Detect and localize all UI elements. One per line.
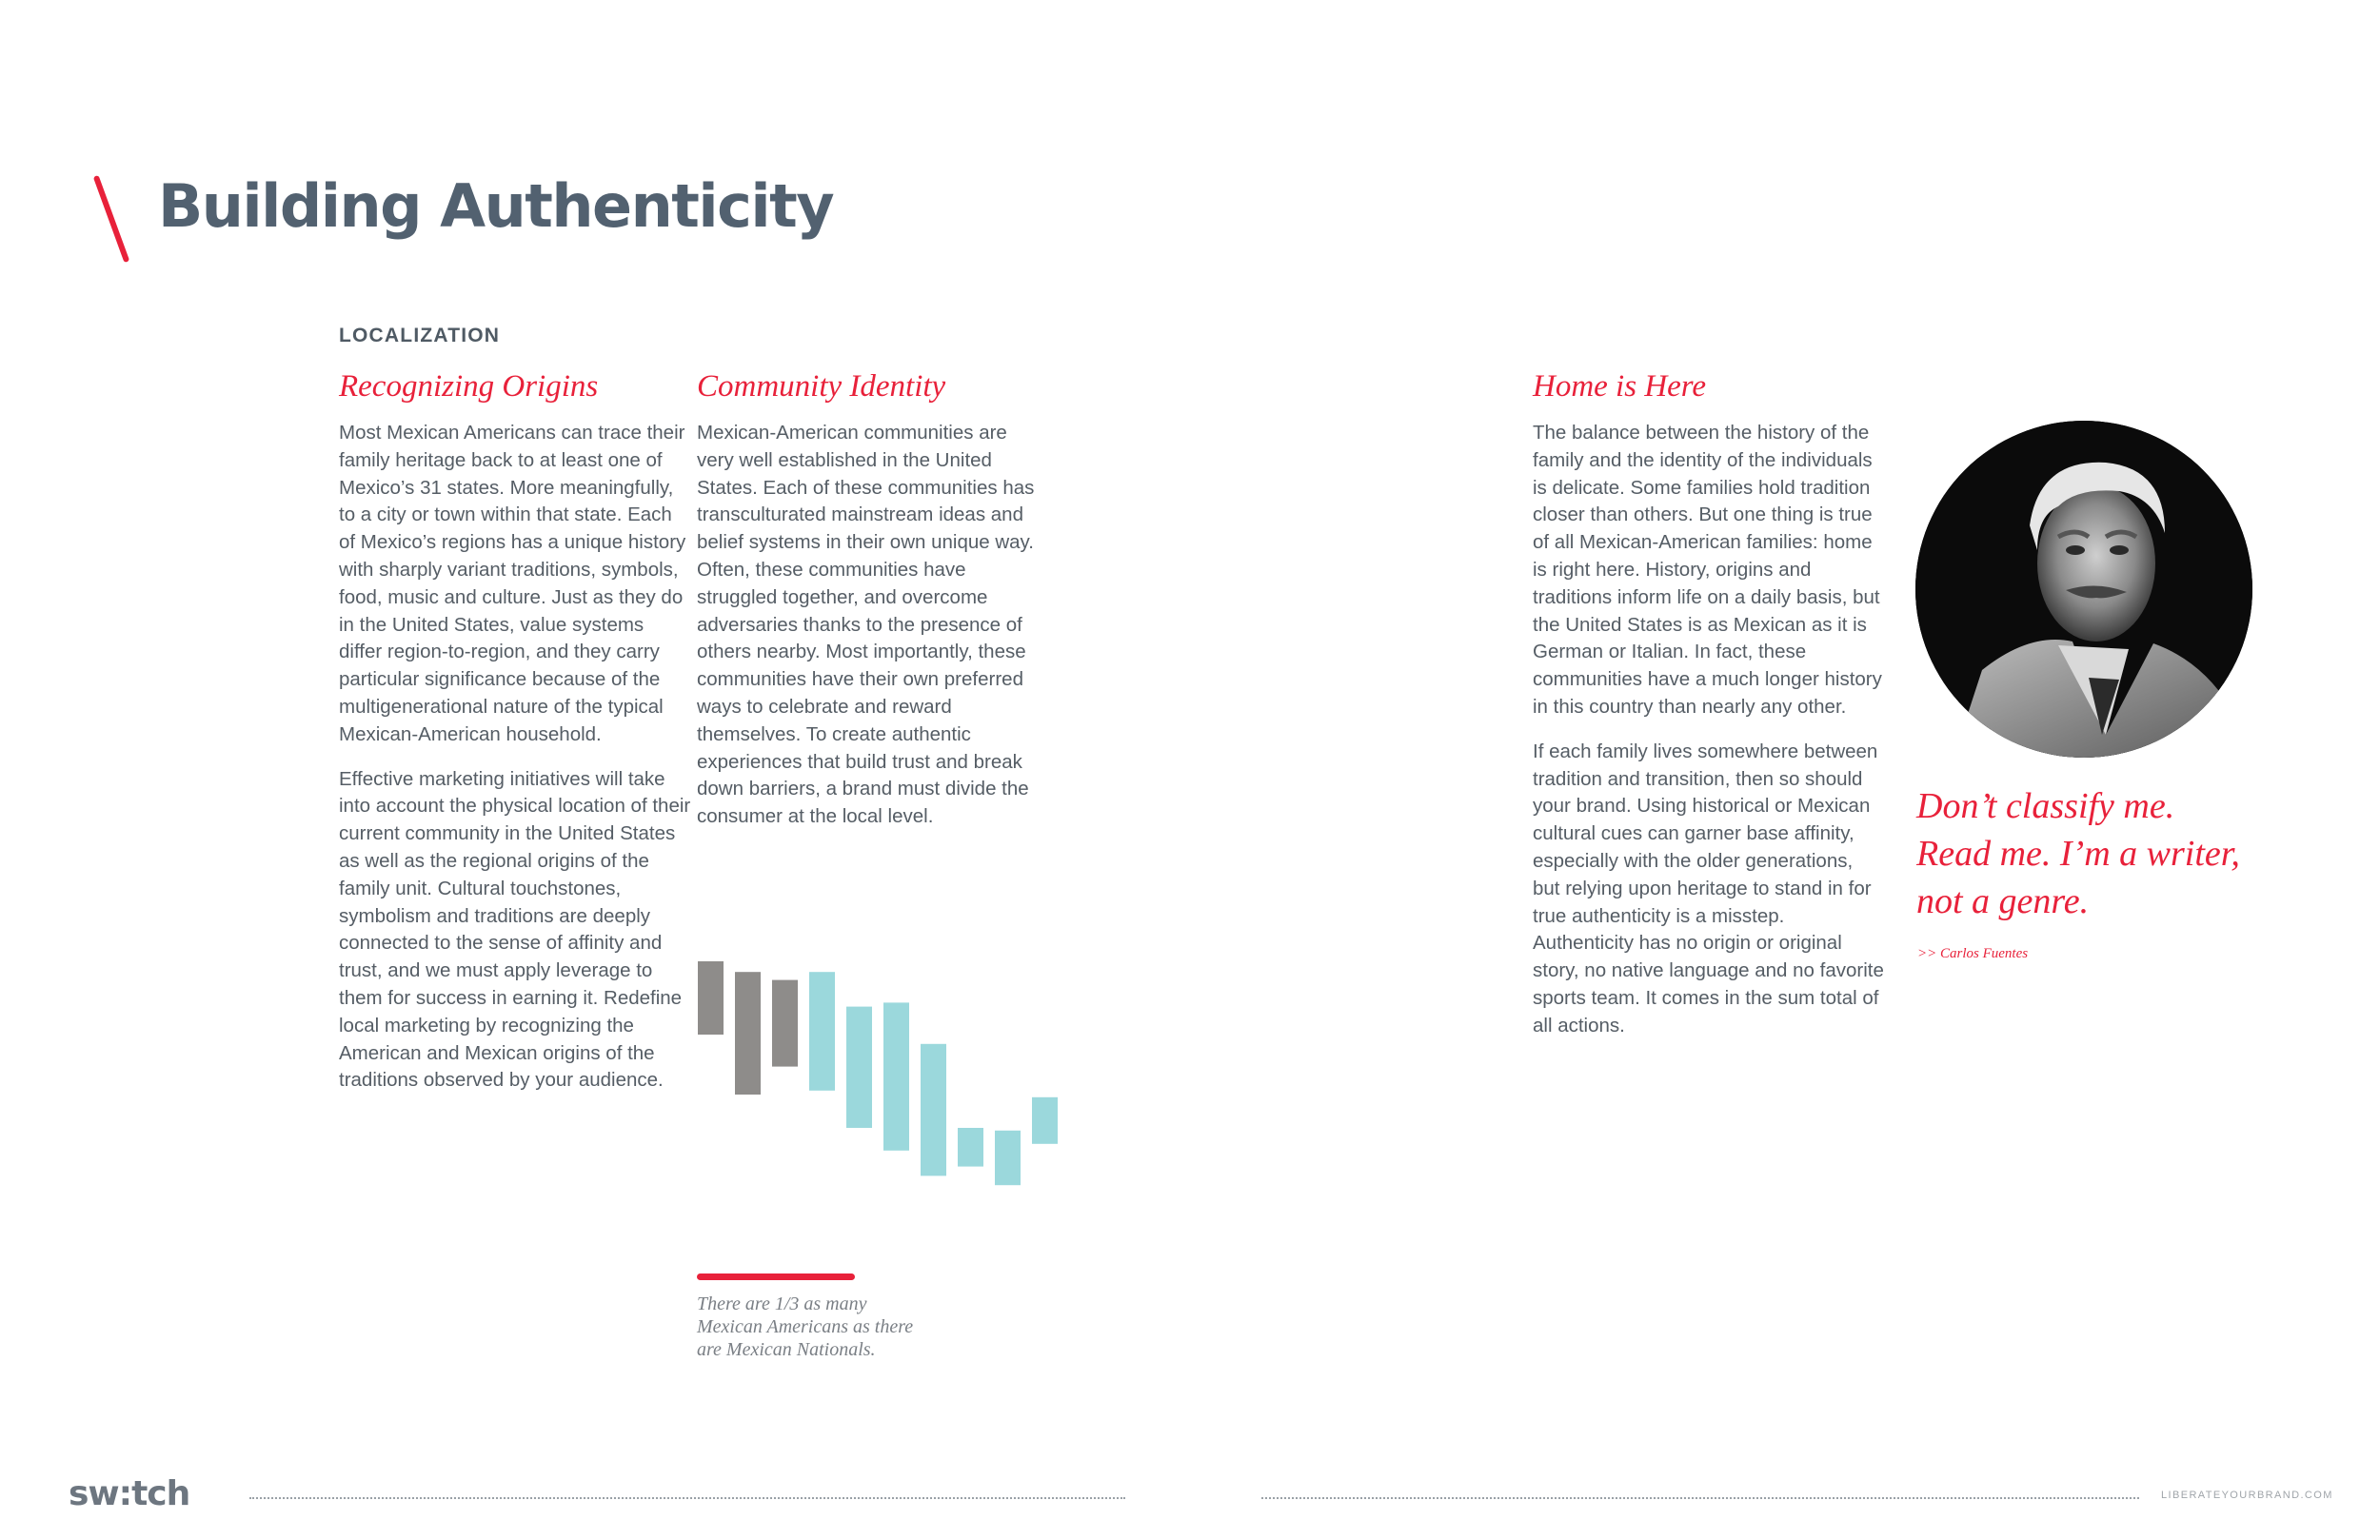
footer-dotted-rule xyxy=(1261,1497,2139,1499)
page-title: Building Authenticity xyxy=(158,171,834,241)
quote-line: Don’t classify me. xyxy=(1916,786,2175,826)
chart-bar xyxy=(995,1131,1021,1185)
column-heading: Home is Here xyxy=(1533,369,1707,404)
caption-rule xyxy=(697,1273,855,1280)
chart-bar xyxy=(921,1044,946,1176)
chart-bar xyxy=(958,1128,983,1167)
column-heading: Community Identity xyxy=(697,369,946,404)
switch-logo: sw:tch xyxy=(69,1474,190,1513)
chart-caption xyxy=(697,1293,982,1361)
chart-bar xyxy=(883,1002,909,1150)
column-heading: Recognizing Origins xyxy=(339,369,599,404)
portrait-photo xyxy=(1915,421,2252,758)
chart-bar xyxy=(772,980,798,1067)
chart-bar xyxy=(1032,1097,1058,1144)
caption-line: Mexican Americans as there xyxy=(697,1316,914,1337)
footer-dotted-rule xyxy=(249,1497,1125,1499)
column-recognizing-origins xyxy=(339,366,691,1112)
floating-bar-chart xyxy=(693,961,1074,1247)
body-paragraph: Most Mexican Americans can trace their family heritage back to at least one of Mexico’s 31 states. More meaningfully, to a city or town within that state. Each of Mexico’s regions has a unique history with sharply variant traditions, symbols, food, music and culture. Just as they do in the United States, value systems differ region-to-region, and they carry particular significance because of the multigenerational nature of the typical Mexican-American household. xyxy=(339,422,686,745)
caption-line: are Mexican Nationals. xyxy=(697,1339,876,1360)
quote-line: Read me. I’m a writer, xyxy=(1916,834,2240,874)
caption-line: There are 1/3 as many xyxy=(697,1293,867,1314)
section-label: LOCALIZATION xyxy=(339,325,501,346)
title-slash-accent xyxy=(93,175,129,263)
body-paragraph: Mexican-American communities are very well established in the United States. Each of these communities has transculturated mainstream ideas and belief systems in their own unique way. Often, these communities have struggled together, and overcome adversaries thanks to the presence of others nearby. Most importantly, these communities have their own preferred ways to celebrate and reward themselves. To create authentic experiences that build trust and break down barriers, a brand must divide the consumer at the local level. xyxy=(697,422,1035,828)
body-paragraph: The balance between the history of the family and the identity of the individuals is delicate. Some families hold tradition closer than others. But one thing is true of all Mexican-American families: home is right here. History, origins and traditions inform life on a daily basis, but the United States is as Mexican as it is German or Italian. In fact, these communities have a much longer history in this country than nearly any other. xyxy=(1533,422,1882,718)
chart-bar xyxy=(735,972,761,1095)
chart-bar xyxy=(809,972,835,1091)
quote-attribution: >> Carlos Fuentes xyxy=(1917,946,2029,961)
column-home-is-here xyxy=(1533,366,1885,1057)
chart-bar xyxy=(846,1007,872,1128)
column-community-identity xyxy=(697,366,1049,848)
portrait-image xyxy=(1915,421,2252,758)
body-paragraph: If each family lives somewhere between tradition and transition, then so should your brand. Using historical or Mexican cultural cues can garner base affinity, especially with the older generations, but relying upon heritage to stand in for true authenticity is a misstep. Authenticity has no origin or original story, no native language and no favorite sports team. It comes in the sum total of all actions. xyxy=(1533,740,1884,1037)
footer-url[interactable]: LIBERATEYOURBRAND.COM xyxy=(2161,1490,2333,1501)
pull-quote xyxy=(1916,782,2297,925)
chart-svg xyxy=(693,961,1074,1247)
chart-bar xyxy=(698,961,724,1035)
quote-line: not a genre. xyxy=(1916,881,2090,921)
body-paragraph: Effective marketing initiatives will take into account the physical location of their current community in the United States as well as the regional origins of the family unit. Cultural touchstones, symbolism and traditions are deeply connected to the sense of affinity and trust, and we must apply leverage to them for success in earning it. Redefine local marketing by recognizing the American and Mexican origins of the traditions observed by your audience. xyxy=(339,767,691,1092)
